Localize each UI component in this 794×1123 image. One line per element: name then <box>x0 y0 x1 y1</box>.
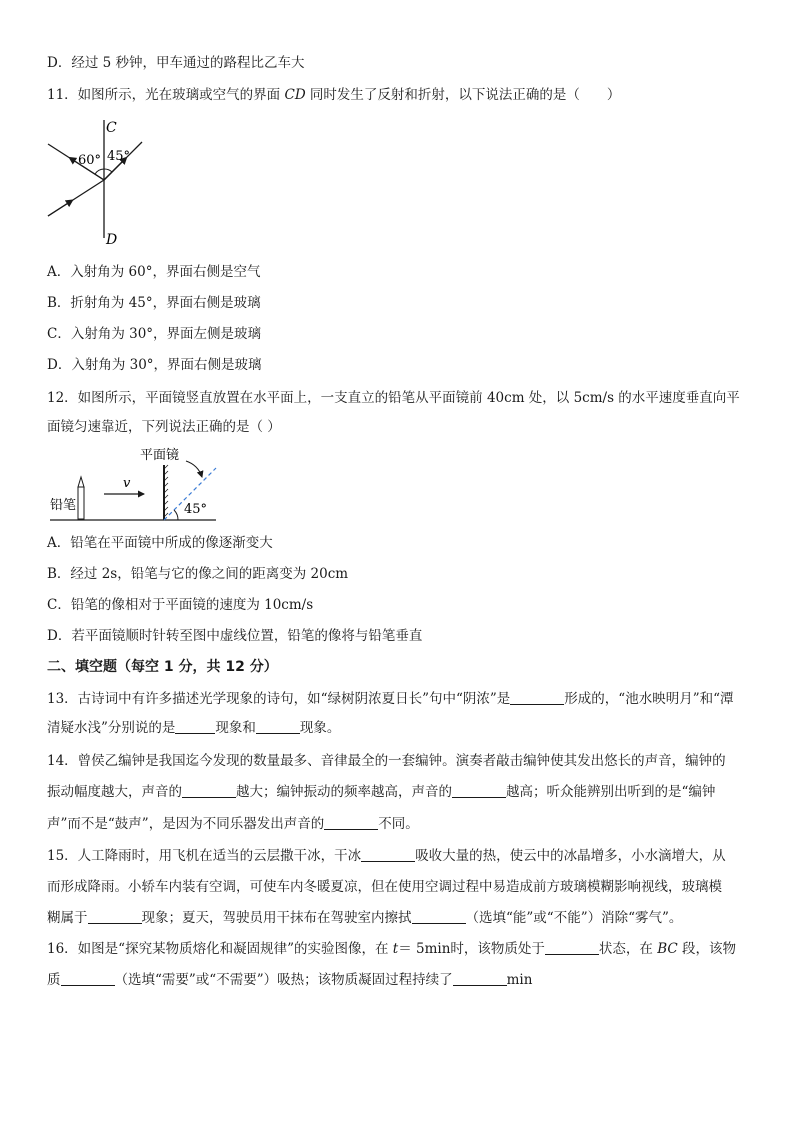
q13-text-1a: 13．古诗词中有许多描述光学现象的诗句，如“绿树阴浓夏日长”句中“阴浓”是 <box>47 691 511 707</box>
q14-line-1: 14．曾侯乙编钟是我国迄今发现的数量最多、音律最全的一套编钟。演奏者敲击编钟使其发出悠长的声音，编钟的 <box>47 753 726 769</box>
q15-text-3c: （选填“能”或“不能”）消除“雾气”。 <box>465 910 683 926</box>
q13-text-2a: 清疑水浅”分别说的是 <box>47 720 176 736</box>
q12-option-c: C．铅笔的像相对于平面镜的速度为 10cm/s <box>47 597 314 613</box>
q14-text-2a: 振动幅度越大，声音的 <box>47 784 182 800</box>
angle-label-45: 45° <box>184 502 208 517</box>
q11-option-a: A．入射角为 60°，界面右侧是空气 <box>47 264 261 280</box>
q16-blank-1[interactable] <box>545 941 599 955</box>
label-d: D <box>106 232 118 248</box>
q15-line-1 <box>47 847 726 865</box>
q16-text-2b: （选填“需要”或“不需要”）吸热；该物质凝固过程持续了 <box>114 972 453 988</box>
q16-blank-3[interactable] <box>453 972 507 986</box>
q16-text-2a: 质 <box>47 972 61 988</box>
q13-text-2b: 现象和 <box>215 720 256 736</box>
q12-option-b: B．经过 2s，铅笔与它的像之间的距离变为 20cm <box>47 566 349 582</box>
q13-blank-2[interactable] <box>175 720 215 734</box>
mirror-label: 平面镜 <box>140 448 180 463</box>
q14-blank-2[interactable] <box>452 784 506 798</box>
q16-text-1b: ＝ 5min时，该物质处于 <box>398 941 545 957</box>
q16-text-1a: 16．如图是“探究某物质熔化和凝固规律”的实验图像，在 <box>47 941 393 957</box>
q13-text-1b: 形成的，“池水映明月”和“潭 <box>564 691 734 707</box>
q15-text-3b: 现象；夏天，驾驶员用干抹布在驾驶室内擦拭 <box>141 910 412 926</box>
section-2-heading: 二、填空题（每空 1 分，共 12 分） <box>47 659 278 675</box>
angle-arc-45 <box>104 169 112 172</box>
angle-arc-60 <box>95 169 104 174</box>
q16-line-1 <box>47 940 736 958</box>
q14-text-2b: 越大；编钟振动的频率越高，声音的 <box>236 784 452 800</box>
q11-option-d: D．入射角为 30°，界面右侧是玻璃 <box>47 357 262 373</box>
q16-text-1c: 状态，在 <box>598 941 658 957</box>
pencil-tip <box>78 477 84 487</box>
q12-stem-line-1: 12．如图所示，平面镜竖直放置在水平面上，一支直立的铅笔从平面镜前 40cm 处，以 5cm/s 的水平速度垂直向平 <box>47 390 740 406</box>
q11-option-c: C．入射角为 30°，界面左侧是玻璃 <box>47 326 262 342</box>
q14-line-3 <box>47 815 419 833</box>
q16-text-1d: 段，该物 <box>677 941 737 957</box>
q13-line-1 <box>47 690 734 708</box>
q15-text-3a: 糊属于 <box>47 910 88 926</box>
q11-refraction-figure <box>40 114 150 248</box>
pencil <box>78 487 84 519</box>
label-c: C <box>106 120 117 136</box>
pencil-label: 铅笔 <box>50 498 77 513</box>
q15-line-3 <box>47 909 682 927</box>
q14-text-3b: 不同。 <box>378 816 419 832</box>
q12-option-a: A．铅笔在平面镜中所成的像逐渐变大 <box>47 535 273 551</box>
q11-stem-cd: CD <box>284 87 306 103</box>
q16-text-2c: min <box>506 972 533 988</box>
q13-blank-1[interactable] <box>510 691 564 705</box>
angle-label-45: 45° <box>107 149 131 164</box>
angle-label-60: 60° <box>78 153 102 168</box>
q14-line-2 <box>47 783 715 801</box>
q15-blank-3[interactable] <box>412 910 466 924</box>
incident-ray-arrow <box>48 201 72 217</box>
q16-line-2 <box>47 971 532 989</box>
q12-mirror-figure <box>46 443 220 523</box>
q11-stem <box>47 86 620 104</box>
q10-option-d: D．经过 5 秒钟，甲车通过的路程比乙车大 <box>47 55 305 71</box>
q16-var-t: t <box>392 941 399 957</box>
q14-text-2c: 越高；听众能辨别出听到的是“编钟 <box>506 784 716 800</box>
q11-stem-text-b: 同时发生了反射和折射，以下说法正确的是（ ） <box>305 87 621 103</box>
q15-blank-1[interactable] <box>361 848 415 862</box>
q15-text-1a: 15．人工降雨时，用飞机在适当的云层撒干冰，干冰 <box>47 848 362 864</box>
q15-text-1b: 吸收大量的热，使云中的冰晶增多，小水滴增大，从 <box>415 848 726 864</box>
velocity-label: v <box>123 476 131 491</box>
q15-line-2: 而形成降雨。小轿车内装有空调，可使车内冬暖夏凉，但在使用空调过程中易造成前方玻璃模糊影响视线，玻璃模 <box>47 879 722 895</box>
q11-stem-text-a: 11．如图所示，光在玻璃或空气的界面 <box>47 87 285 103</box>
rotation-arrow <box>186 461 202 477</box>
q16-blank-2[interactable] <box>61 972 115 986</box>
q12-option-d: D．若平面镜顺时针转至图中虚线位置，铅笔的像将与铅笔垂直 <box>47 628 423 644</box>
q11-option-b: B．折射角为 45°，界面右侧是玻璃 <box>47 295 261 311</box>
q15-blank-2[interactable] <box>88 910 142 924</box>
angle-arc-45 <box>174 510 178 520</box>
q14-blank-1[interactable] <box>182 784 236 798</box>
q13-text-2c: 现象。 <box>299 720 341 736</box>
q13-blank-3[interactable] <box>256 720 300 734</box>
q14-blank-3[interactable] <box>324 816 378 830</box>
q12-stem-line-2: 面镜匀速靠近，下列说法正确的是（ ） <box>47 419 281 435</box>
q14-text-3a: 声”而不是“鼓声”，是因为不同乐器发出声音的 <box>47 816 325 832</box>
q16-segment-bc: BC <box>657 941 678 957</box>
q13-line-2 <box>47 719 340 737</box>
